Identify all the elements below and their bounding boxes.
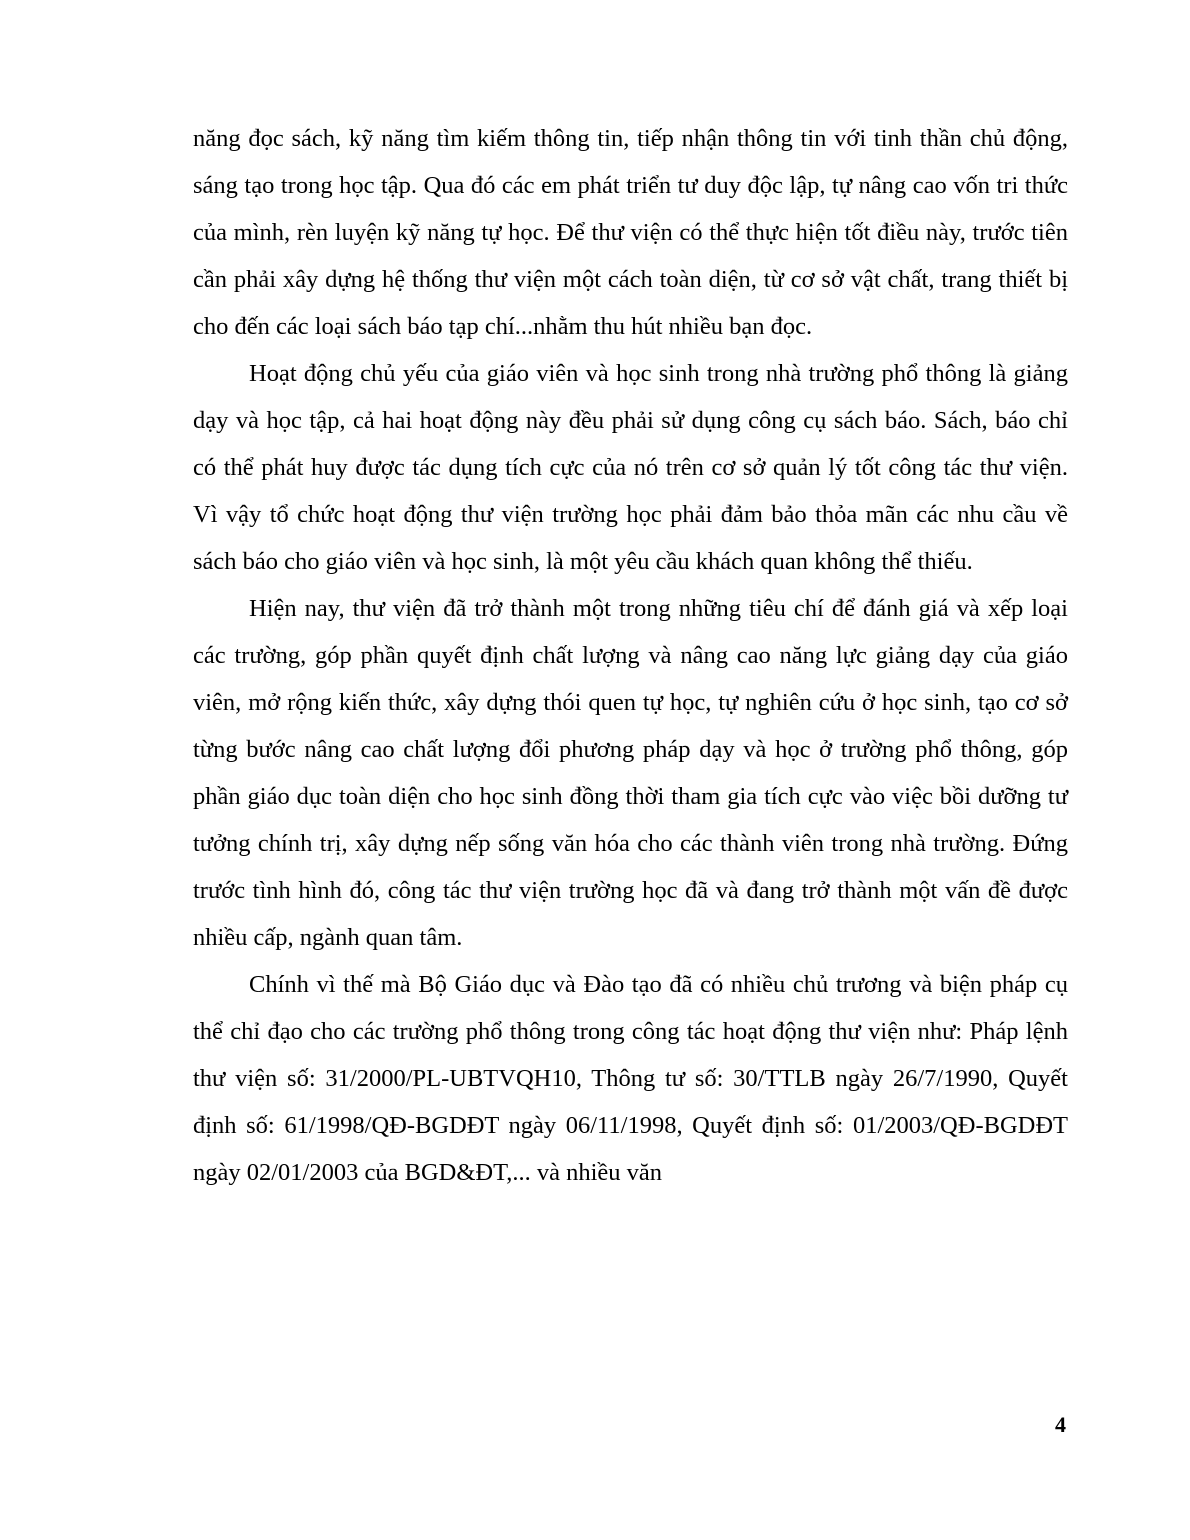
paragraph-continuation: năng đọc sách, kỹ năng tìm kiếm thông tin, tiếp nhận thông tin với tinh thần chủ động, sáng tạo trong học tập. Qua đó các em phát triển tư duy độc lập, tự nâng cao vốn tri thức của mình, rèn luyện kỹ năng tự học. Để thư viện có thể thực hiện tốt điều này, trước tiên cần phải xây dựng hệ thống thư viện một cách toàn diện, từ cơ sở vật chất, trang thiết bị cho đến các loại sách báo tạp chí...nhằm thu hút nhiều bạn đọc. [193, 125, 1068, 340]
paragraph-activities: Hoạt động chủ yếu của giáo viên và học sinh trong nhà trường phổ thông là giảng dạy và học tập, cả hai hoạt động này đều phải sử dụng công cụ sách báo. Sách, báo chỉ có thể phát huy được tác dụng tích cực của nó trên cơ sở quản lý tốt công tác thư viện. Vì vậy tổ chức hoạt động thư viện trường học phải đảm bảo thỏa mãn các nhu cầu về sách báo cho giáo viên và học sinh, là một yêu cầu khách quan không thể thiếu. [193, 360, 1068, 575]
paragraph-ministry-policies: Chính vì thế mà Bộ Giáo dục và Đào tạo đã có nhiều chủ trương và biện pháp cụ thể chỉ đạo cho các trường phổ thông trong công tác hoạt động thư viện như: Pháp lệnh thư viện số: 31/2000/PL-UBTVQH10, Thông tư số: 30/TTLB ngày 26/7/1990, Quyết định số: 61/1998/QĐ-BGDĐT ngày 06/11/1998, Quyết định số: 01/2003/QĐ-BGDĐT ngày 02/01/2003 của BGD&ĐT,... và nhiều văn [193, 971, 1068, 1186]
page-number: 4 [1055, 1412, 1066, 1437]
paragraph-current-situation: Hiện nay, thư viện đã trở thành một trong những tiêu chí để đánh giá và xếp loại các trường, góp phần quyết định chất lượng và nâng cao năng lực giảng dạy của giáo viên, mở rộng kiến thức, xây dựng thói quen tự học, tự nghiên cứu ở học sinh, tạo cơ sở từng bước nâng cao chất lượng đổi phương pháp dạy và học ở trường phổ thông, góp phần giáo dục toàn diện cho học sinh đồng thời tham gia tích cực vào việc bồi dưỡng tư tưởng chính trị, xây dựng nếp sống văn hóa cho các thành viên trong nhà trường. Đứng trước tình hình đó, công tác thư viện trường học đã và đang trở thành một vấn đề được nhiều cấp, ngành quan tâm. [193, 595, 1068, 951]
document-body [193, 115, 1068, 1196]
